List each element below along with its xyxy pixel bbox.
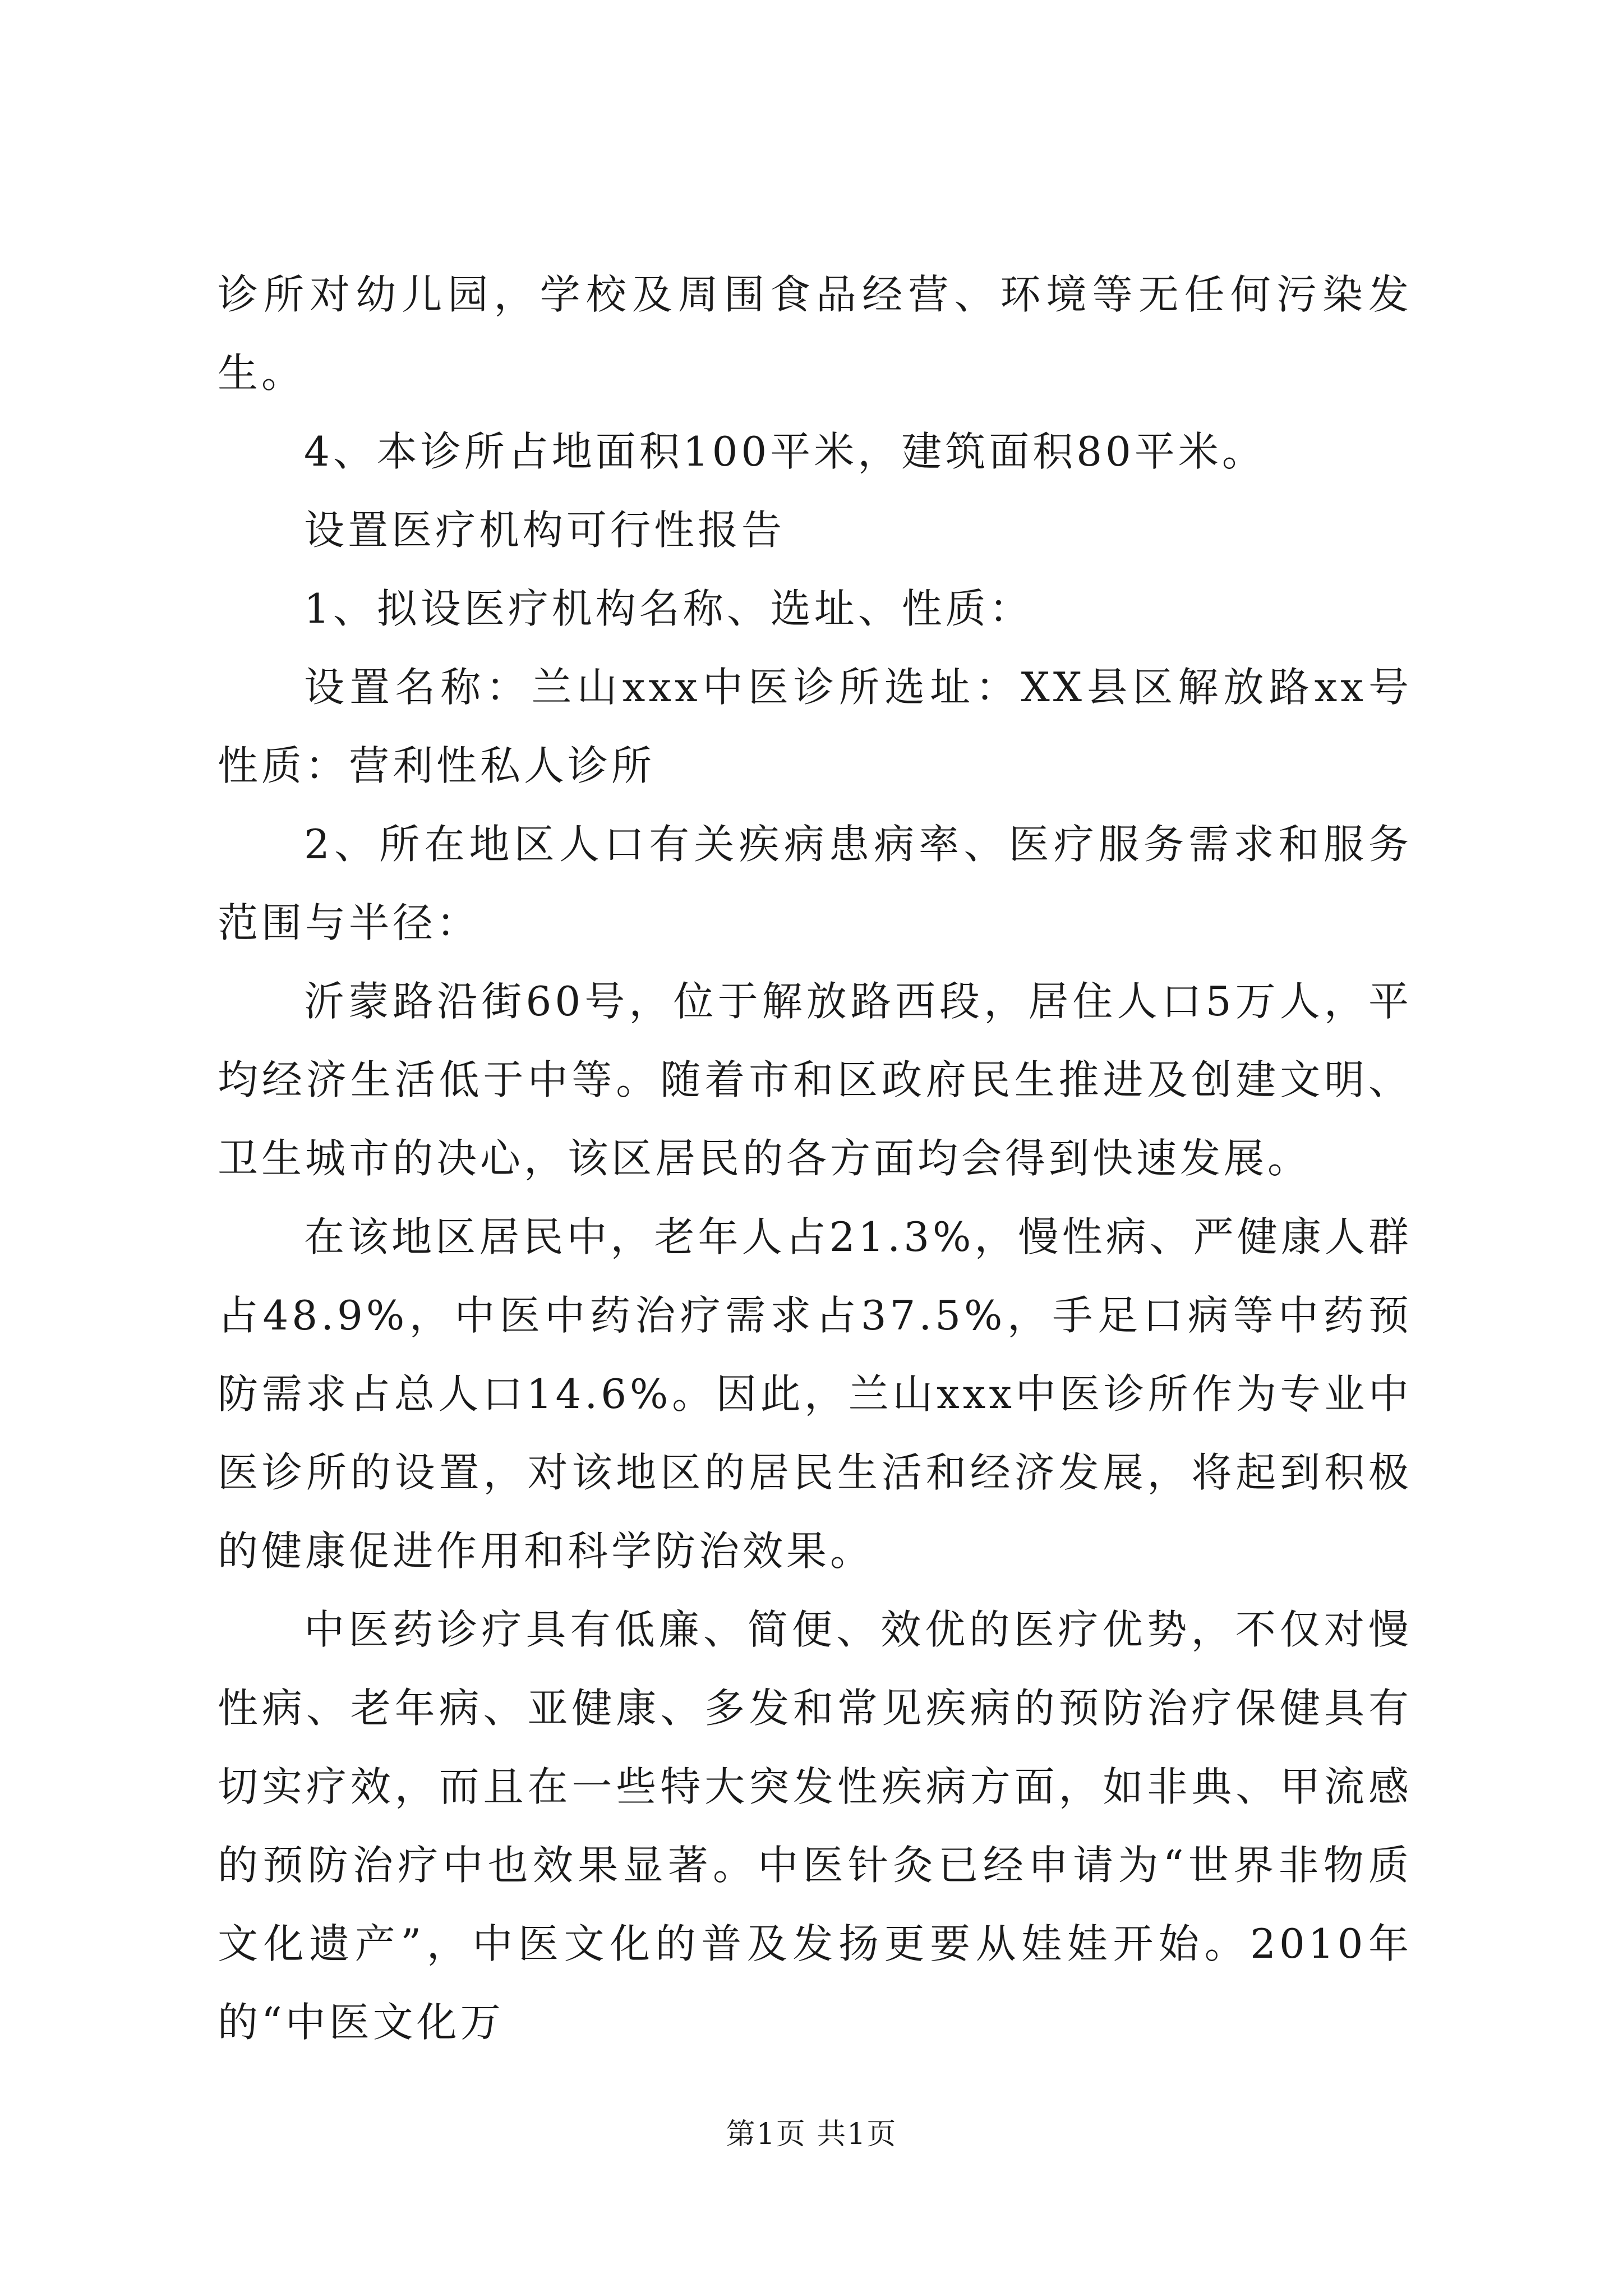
document-body xyxy=(218,255,1412,2062)
paragraph-area: 4、本诊所占地面积100平米，建筑面积80平米。 xyxy=(304,428,1266,475)
paragraph-continuation: 诊所对幼儿园，学校及周围食品经营、环境等无任何污染发生。 xyxy=(218,271,1412,397)
paragraph-tcm-advantages: 中医药诊疗具有低廉、简便、效优的医疗优势，不仅对慢性病、老年病、亚健康、多发和常见疾病的预防治疗保健具有切实疗效，而且在一些特大突发性疾病方面，如非典、甲流感的预防治疗中也效果显著。中医针灸已经申请为“世界非物质文化遗产”，中医文化的普及发扬更要从娃娃开始。2010年的“中医文化万 xyxy=(218,1606,1412,2046)
paragraph-statistics: 在该地区居民中，老年人占21.3%，慢性病、严健康人群占48.9%，中医中药治疗需求占37.5%，手足口病等中药预防需求占总人口14.6%。因此，兰山xxx中医诊所作为专业中医诊所的设置，对该地区的居民生活和经济发展，将起到积极的健康促进作用和科学防治效果。 xyxy=(218,1213,1412,1575)
paragraph-item-2: 2、所在地区人口有关疾病患病率、医疗服务需求和服务范围与半径： xyxy=(218,821,1412,946)
paragraph-item-1: 1、拟设医疗机构名称、选址、性质： xyxy=(304,585,1033,632)
section-heading: 设置医疗机构可行性报告 xyxy=(304,507,786,554)
page-footer: 第1页 共1页 xyxy=(726,2118,897,2151)
paragraph-population: 沂蒙路沿街60号，位于解放路西段，居住人口5万人，平均经济生活低于中等。随着市和区政府民生推进及创建文明、卫生城市的决心，该区居民的各方面均会得到快速发展。 xyxy=(218,978,1412,1182)
paragraph-name-site: 设置名称：兰山xxx中医诊所选址：XX县区解放路xx号性质：营利性私人诊所 xyxy=(218,664,1412,789)
